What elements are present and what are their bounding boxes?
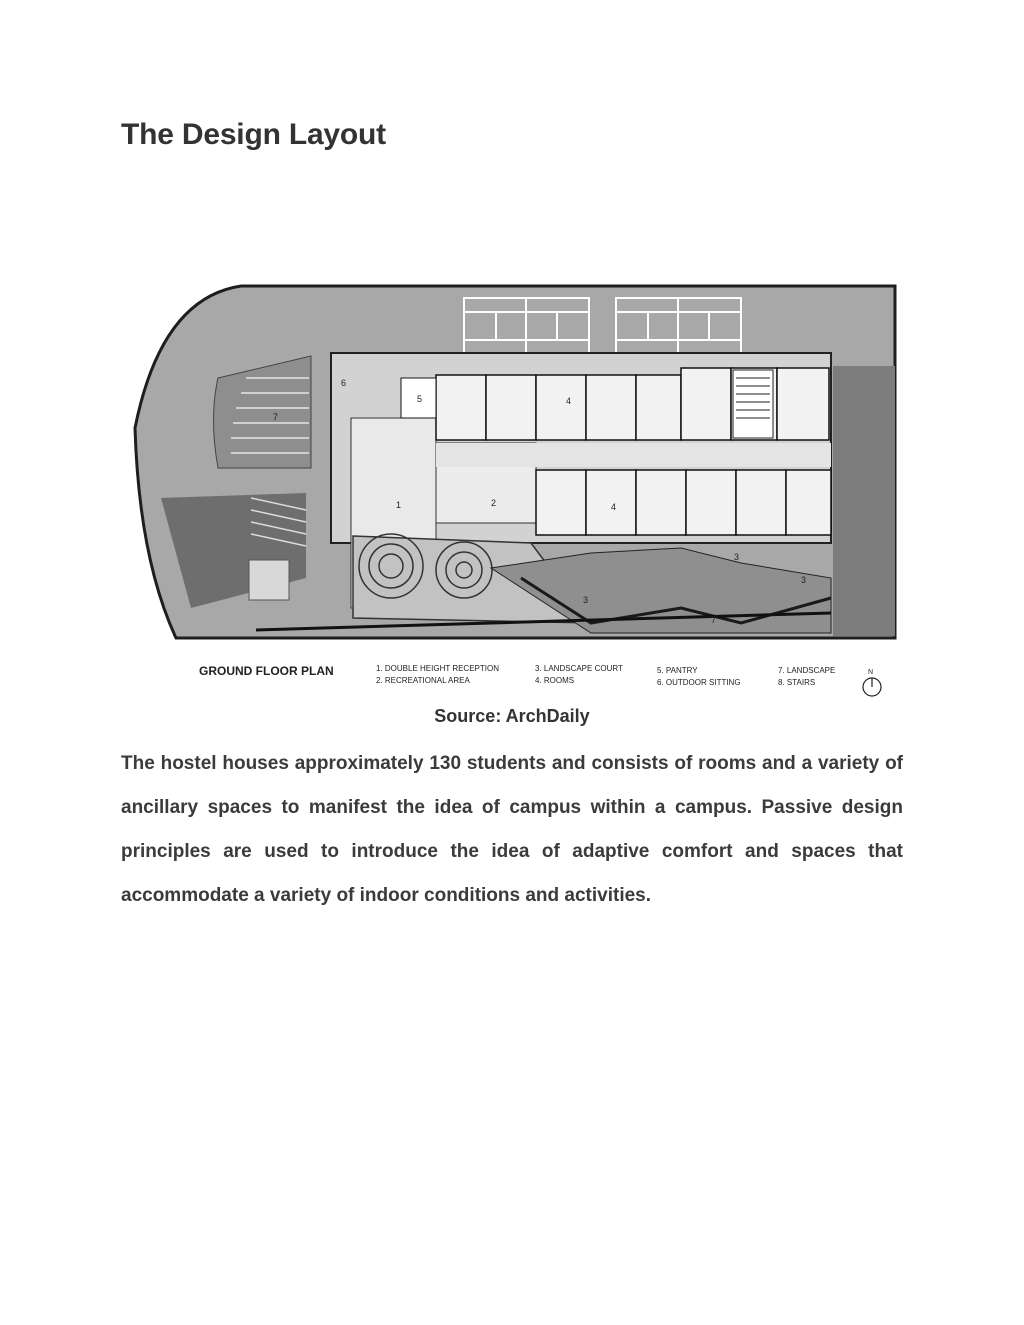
legend-item: 8. STAIRS bbox=[778, 678, 816, 687]
plan-number: 2 bbox=[491, 498, 497, 508]
legend-item: 7. LANDSCAPE bbox=[778, 666, 836, 675]
plan-number: 6 bbox=[341, 378, 347, 388]
corridor bbox=[436, 443, 831, 467]
legend-item: 5. PANTRY bbox=[657, 666, 698, 675]
legend-item: 3. LANDSCAPE COURT bbox=[535, 664, 623, 673]
body-paragraph: The hostel houses approximately 130 students and consists of rooms and a variety of ancillary spaces to manifest the idea of campus within a campus. Passive design principles are used to introduce the idea of adaptive comfort and spaces that accommodate a variety of indoor conditions and activities. bbox=[121, 753, 903, 906]
plan-number: 5 bbox=[417, 394, 423, 404]
north-label: N bbox=[868, 669, 874, 676]
plan-number: 3 bbox=[801, 575, 807, 585]
plan-number: 7 bbox=[273, 412, 279, 422]
plan-number: 4 bbox=[611, 502, 617, 512]
rooms-bottom bbox=[536, 470, 831, 535]
plan-number: 4 bbox=[566, 396, 572, 406]
plan-number: 3 bbox=[734, 552, 740, 562]
legend-item: 4. ROOMS bbox=[535, 676, 575, 685]
bench-block bbox=[249, 560, 289, 600]
plan-heading: GROUND FLOOR PLAN bbox=[199, 664, 334, 678]
plan-number: 3 bbox=[583, 595, 589, 605]
east-strip bbox=[833, 366, 895, 636]
ground-floor-plan-figure bbox=[121, 278, 903, 702]
legend-item: 6. OUTDOOR SITTING bbox=[657, 678, 741, 687]
stair bbox=[733, 370, 773, 438]
legend-item: 1. DOUBLE HEIGHT RECEPTION bbox=[376, 664, 499, 673]
page-title: The Design Layout bbox=[121, 118, 386, 151]
legend-item: 2. RECREATIONAL AREA bbox=[376, 676, 470, 685]
plan-number: 7 bbox=[711, 615, 717, 625]
north-arrow-icon bbox=[863, 678, 881, 696]
image-caption: Source: ArchDaily bbox=[434, 706, 590, 726]
plan-number: 1 bbox=[396, 500, 402, 510]
